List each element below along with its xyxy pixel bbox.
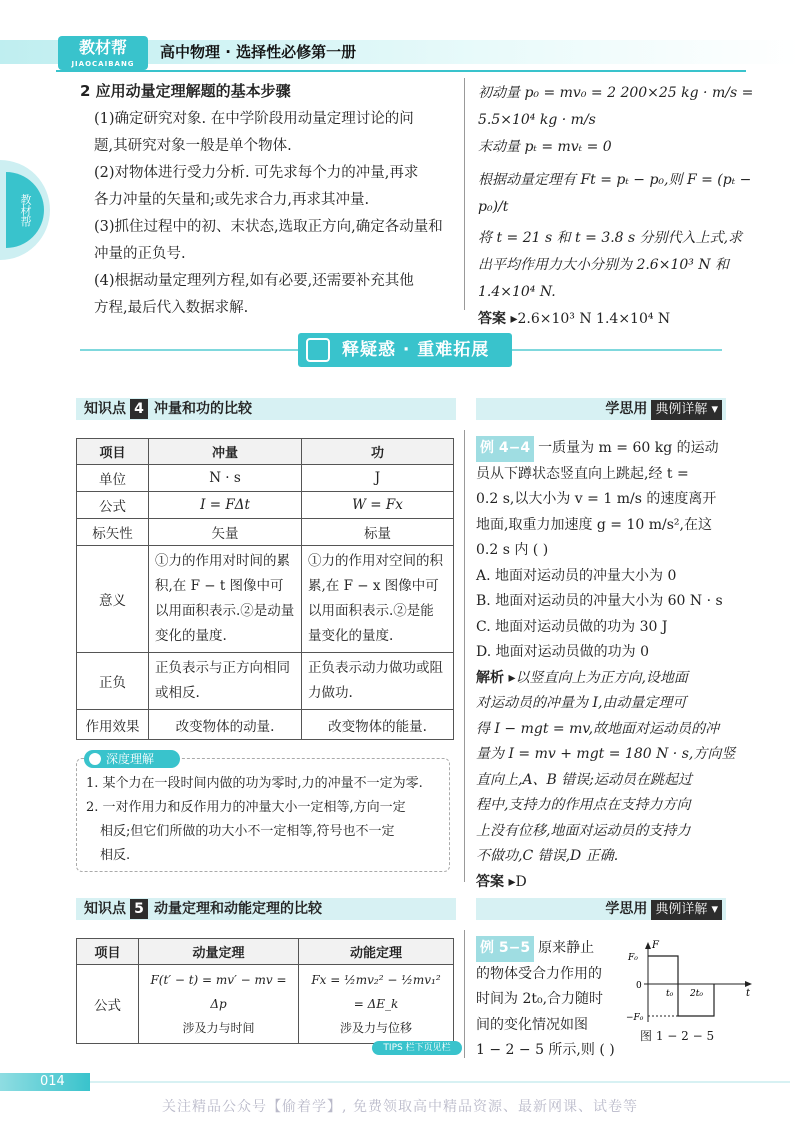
option-a: A. 地面对运动员的冲量大小为 0 — [476, 567, 677, 584]
banner-line-right — [512, 349, 722, 351]
example-detail-tag[interactable]: 典例详解 ▾ — [651, 400, 722, 420]
column-divider — [464, 78, 465, 310]
figure-caption: 图 1 − 2 − 5 — [640, 1029, 715, 1043]
section-steps: (1)确定研究对象. 在中学阶段用动量定理讨论的问 题,其研究对象一般是单个物体. (2)对物体进行受力分析. 可先求每个力的冲量,再求 各力冲量的矢量和;或先求合力,再求其冲量. (3)抓住过程中的初、末状态,选取正方向,确定各动量和 冲量的正负号. (4)根据动量定理列方程,如有必要,还需要补充其他 方程,最后代入数据求解. — [94, 111, 443, 316]
option-c: C. 地面对运动员做的功为 30 J — [476, 618, 668, 635]
header-divider — [56, 70, 746, 72]
column-divider-3 — [464, 930, 465, 1058]
deep-understanding-tag: 深度理解 — [84, 750, 180, 768]
answer-label: 答案 — [478, 311, 506, 327]
knowledge-point-4: 知识点 4 冲量和功的比较 — [76, 398, 456, 420]
footer-line — [90, 1081, 790, 1083]
example-detail-tag[interactable]: 典例详解 ▾ — [651, 900, 722, 920]
example-strip-5: 学思用 典例详解 ▾ — [476, 898, 726, 920]
page-number: 014 — [40, 1074, 65, 1089]
solution-continued: 初动量 p₀ = mv₀ = 2 200×25 kg · m/s = 5.5×10⁴ kg · m/s 末动量 pₜ = mvₜ = 0 根据动量定理有 Ft = pₜ − p₀,则 F = (pₜ − p₀)/t 将 t = 21 s 和 t = 3.8 s 分别代入上式,求 出平均作用力大小分别为 2.6×10³ N 和 1.4×10⁴ N. 答案 ▸2.6×10³ N 1.4×10⁴ N — [478, 85, 754, 327]
example-badge: 例 5−5 — [476, 936, 534, 962]
tips-badge: TIPS 栏下页见栏 — [372, 1041, 462, 1055]
svg-text:−F₀: −F₀ — [626, 1013, 644, 1023]
svg-text:t: t — [746, 988, 751, 999]
example-4-4: 例 4−4 一质量为 m = 60 kg 的运动 员从下蹲状态竖直向上跳起,经 t = 0.2 s,以大小为 v = 1 m/s 的速度离开 地面,取重力加速度 g = 10 m/s²,在这 0.2 s 内 ( ) A. 地面对运动员的冲量大小为 0 B. 地面对运动员的冲量大小为 60 N · s C. 地面对运动员做的功为 30 J D. 地面对运动员做的功为 0 解析 ▸以竖直向上为正方向,设地面 对运动员的冲量为 I,由动量定理可 得 I − mgt = mv,故地面对运动员的冲 量为 I = mv + mgt = 180 N · s,方向竖 直向上,A、B 错误;运动员在跳起过 程中,支持力的作用点在支持力方向 上没有位移,地面对运动员的支持力 不做功,C 错误,D 正确. 答案 ▸D — [476, 436, 766, 895]
column-divider-2 — [464, 430, 465, 882]
book-title: 高中物理 · 选择性必修第一册 — [160, 43, 357, 61]
knowledge-point-5: 知识点 5 动量定理和动能定理的比较 — [76, 898, 456, 920]
brand-logo: 教材帮 JIAOCAIBANG — [58, 36, 148, 70]
example-5-5: 例 5−5 原来静止 的物体受合力作用的 时间为 2t₀,合力随时 间的变化情况如图 1 − 2 − 5 所示,则 ( ) — [476, 936, 626, 1064]
svg-text:t₀: t₀ — [666, 989, 674, 999]
answer-value: 2.6×10³ N 1.4×10⁴ N — [517, 311, 671, 327]
theorem-compare-table: 项目 动量定理 动能定理 公式 F(t′ − t) = mv′ − mv = Δp 涉及力与时间 Fx = ½mv₂² − ½mv₁² = ΔE_k 涉及力与位移 — [76, 938, 454, 1044]
svg-text:2t₀: 2t₀ — [690, 989, 703, 999]
option-b: B. 地面对运动员的冲量大小为 60 N · s — [476, 593, 723, 609]
svg-text:F₀: F₀ — [628, 953, 638, 963]
footer-note: 关注精品公众号【偷着学】, 免费领取高中精品资源、最新网课、试卷等 — [162, 1099, 638, 1115]
svg-text:F: F — [652, 940, 659, 951]
question-icon — [306, 338, 330, 362]
section-banner: 释疑惑 · 重难拓展 — [298, 333, 512, 367]
force-time-figure — [626, 938, 756, 1038]
answer-label: 答案 — [476, 873, 504, 890]
example-strip-4: 学思用 典例详解 ▾ — [476, 398, 726, 420]
deep-understanding-text: 1. 某个力在一段时间内做的功为零时,力的冲量不一定为零. 2. 一对作用力和反作用力的冲量大小一定相等,方向一定 相反;但它们所做的功大小不一定相等,符号也不一定 相反. — [86, 776, 423, 863]
impulse-work-table: 项目 冲量 功 单位 N · s J 公式 I = FΔt W = Fx 标矢性 矢量 标量 意义 ①力的作用对时间的累积,在 F − t 图像中可以用面积表示.②是动量变化的量度. ①力的作用对空间的积累,在 F − x 图像中可以用面积表示.②是能量变化的量度. 正负 正负表示与正方向相同或相反. 正负表示动力做功或阻力做功. 作用效果 改变物体的动量. 改变物体的能量. — [76, 438, 454, 740]
svg-text:0: 0 — [636, 981, 642, 991]
side-tab: 教材帮 — [0, 160, 50, 260]
section-heading: 2 应用动量定理解题的基本步骤 — [80, 82, 291, 100]
example-badge: 例 4−4 — [476, 436, 534, 462]
banner-line-left — [80, 349, 298, 351]
answer-value: D — [515, 873, 527, 890]
analysis-label: 解析 — [476, 669, 504, 686]
option-d: D. 地面对运动员做的功为 0 — [476, 644, 649, 660]
